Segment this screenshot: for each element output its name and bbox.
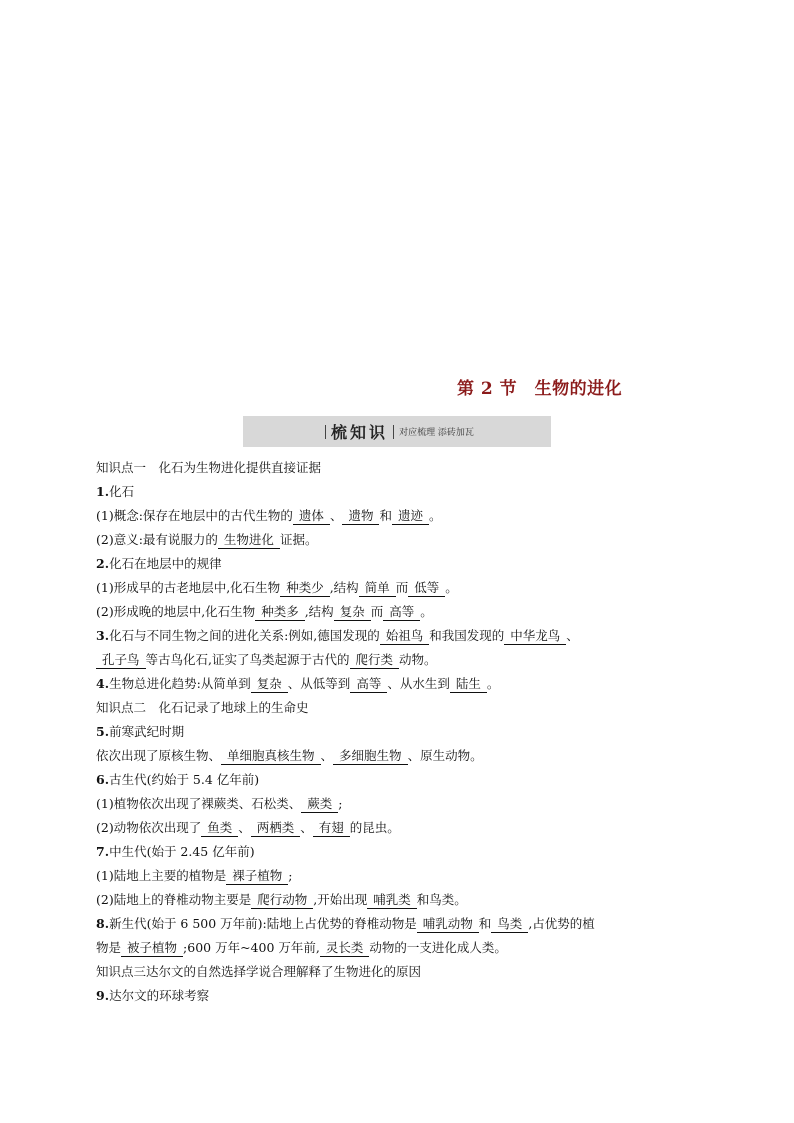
- page-title: 第 2 节 生物的进化: [457, 379, 623, 399]
- text: ;: [338, 796, 343, 811]
- item-title: 化石: [109, 484, 135, 499]
- fill-blank: 爬行动物: [251, 891, 313, 909]
- text: 和: [379, 508, 392, 523]
- fill-blank: 两栖类: [251, 819, 301, 837]
- text: 。: [420, 604, 433, 619]
- text: 依次出现了原核生物、: [96, 748, 222, 763]
- item-7-title: [96, 840, 696, 864]
- item-2-early-strata: [96, 576, 696, 600]
- item-5-body: [96, 744, 696, 768]
- item-2-title: [96, 552, 696, 576]
- fill-blank: 鸟类: [491, 915, 528, 933]
- item-7-animals: [96, 888, 696, 912]
- item-number: 4.: [96, 676, 110, 691]
- fill-blank: 蕨类: [301, 795, 338, 813]
- text: (1)形成早的古老地层中,化石生物: [96, 580, 281, 595]
- item-8-line-2: [96, 936, 696, 960]
- item-7-plants: [96, 864, 696, 888]
- text: 、: [329, 508, 343, 523]
- fill-blank: 鱼类: [201, 819, 238, 837]
- fill-blank: 哺乳类: [367, 891, 417, 909]
- text: 新生代(始于 6 500 万年前):陆地上占优势的脊椎动物是: [109, 916, 417, 931]
- text: (2)意义:最有说服力的: [96, 532, 218, 547]
- banner-divider-left: [325, 425, 326, 439]
- fill-blank: 复杂: [334, 603, 371, 621]
- text: 、: [320, 748, 334, 763]
- banner-divider-right: [393, 425, 394, 439]
- item-number: 3.: [96, 628, 110, 643]
- fill-blank: 种类少: [280, 579, 330, 597]
- item-3-line-2: [96, 648, 696, 672]
- text: ;: [288, 868, 293, 883]
- fill-blank: 遗迹: [392, 507, 429, 525]
- item-title: 达尔文的环球考察: [109, 988, 210, 1003]
- item-number: 1.: [96, 484, 110, 499]
- fill-blank: 始祖鸟: [380, 627, 430, 645]
- item-3-line-1: [96, 624, 696, 648]
- worksheet-body: [96, 456, 696, 1008]
- text: ,开始出现: [313, 892, 368, 907]
- text: 而: [370, 604, 384, 619]
- text: ,结构: [304, 604, 334, 619]
- text: 等古鸟化石,证实了鸟类起源于古代的: [145, 652, 350, 667]
- text: 和: [478, 916, 492, 931]
- text: ,结构: [329, 580, 359, 595]
- item-title: 化石在地层中的规律: [109, 556, 222, 571]
- fill-blank: 爬行类: [350, 651, 400, 669]
- text: (1)概念:保存在地层中的古代生物的: [96, 508, 293, 523]
- fill-blank: 低等: [408, 579, 445, 597]
- item-9-title: [96, 984, 696, 1008]
- fill-blank: 生物进化: [218, 531, 280, 549]
- fill-blank: 单细胞真核生物: [221, 747, 321, 765]
- item-6-plants: [96, 792, 696, 816]
- fill-blank: 哺乳动物: [417, 915, 479, 933]
- fill-blank: 被子植物: [121, 939, 183, 957]
- text: (2)陆地上的脊椎动物主要是: [96, 892, 252, 907]
- text: (2)动物依次出现了: [96, 820, 202, 835]
- text: 动物的一支进化成人类。: [369, 940, 507, 955]
- fill-blank: 孔子鸟: [96, 651, 146, 669]
- item-8-line-1: [96, 912, 696, 936]
- fill-blank: 高等: [383, 603, 420, 621]
- item-title: 前寒武纪时期: [109, 724, 185, 739]
- text: 、: [238, 820, 251, 835]
- text: ,占优势的植: [528, 916, 595, 931]
- text: 、: [566, 628, 579, 643]
- item-6-title: [96, 768, 696, 792]
- text: (2)形成晚的地层中,化石生物: [96, 604, 256, 619]
- text: 、原生动物。: [407, 748, 483, 763]
- text: 。: [486, 676, 500, 691]
- fill-blank: 中华龙鸟: [504, 627, 566, 645]
- item-1-meaning: [96, 528, 696, 552]
- text: (1)陆地上主要的植物是: [96, 868, 227, 883]
- fill-blank: 高等: [350, 675, 387, 693]
- knowledge-point-2-heading: 知识点二 化石记录了地球上的生命史: [96, 700, 309, 715]
- item-1-title: [96, 480, 696, 504]
- fill-blank: 灵长类: [320, 939, 370, 957]
- fill-blank: 种类多: [255, 603, 305, 621]
- item-title: 古生代(约始于 5.4 亿年前): [109, 772, 260, 787]
- banner-subtitle: 对应梳理 添砖加瓦: [399, 428, 474, 438]
- text: 和我国发现的: [429, 628, 505, 643]
- text: 而: [395, 580, 409, 595]
- fill-blank: 有翅: [313, 819, 350, 837]
- text: 生物总进化趋势:从简单到: [109, 676, 251, 691]
- banner-title: 梳知识: [331, 423, 389, 442]
- item-number: 9.: [96, 988, 110, 1003]
- item-1-concept: [96, 504, 696, 528]
- item-number: 5.: [96, 724, 110, 739]
- item-number: 7.: [96, 844, 110, 859]
- text: 、: [300, 820, 313, 835]
- fill-blank: 遗物: [342, 507, 379, 525]
- text: 和鸟类。: [416, 892, 467, 907]
- text: (1)植物依次出现了裸蕨类、石松类、: [96, 796, 302, 811]
- item-number: 8.: [96, 916, 110, 931]
- text: 物是: [96, 940, 122, 955]
- fill-blank: 陆生: [450, 675, 487, 693]
- item-5-title: [96, 720, 696, 744]
- item-2-late-strata: [96, 600, 696, 624]
- text: 。: [445, 580, 458, 595]
- item-title: 中生代(始于 2.45 亿年前): [109, 844, 255, 859]
- knowledge-point-1-heading: 知识点一 化石为生物进化提供直接证据: [96, 460, 322, 475]
- text: ;600 万年~400 万年前,: [183, 940, 320, 955]
- knowledge-point-3-heading: 知识点三达尔文的自然选择学说合理解释了生物进化的原因: [96, 964, 422, 979]
- item-4: [96, 672, 696, 696]
- text: 动物。: [399, 652, 437, 667]
- item-number: 2.: [96, 556, 110, 571]
- text: 、从水生到: [387, 676, 450, 691]
- item-6-animals: [96, 816, 696, 840]
- fill-blank: 多细胞生物: [333, 747, 408, 765]
- text: 、从低等到: [287, 676, 351, 691]
- text: 的昆虫。: [349, 820, 400, 835]
- item-number: 6.: [96, 772, 110, 787]
- fill-blank: 简单: [359, 579, 396, 597]
- text: 化石与不同生物之间的进化关系:例如,德国发现的: [109, 628, 380, 643]
- fill-blank: 裸子植物: [226, 867, 288, 885]
- section-banner: [243, 416, 551, 447]
- text: 。: [429, 508, 442, 523]
- fill-blank: 复杂: [251, 675, 288, 693]
- fill-blank: 遗体: [293, 507, 330, 525]
- text: 证据。: [279, 532, 318, 547]
